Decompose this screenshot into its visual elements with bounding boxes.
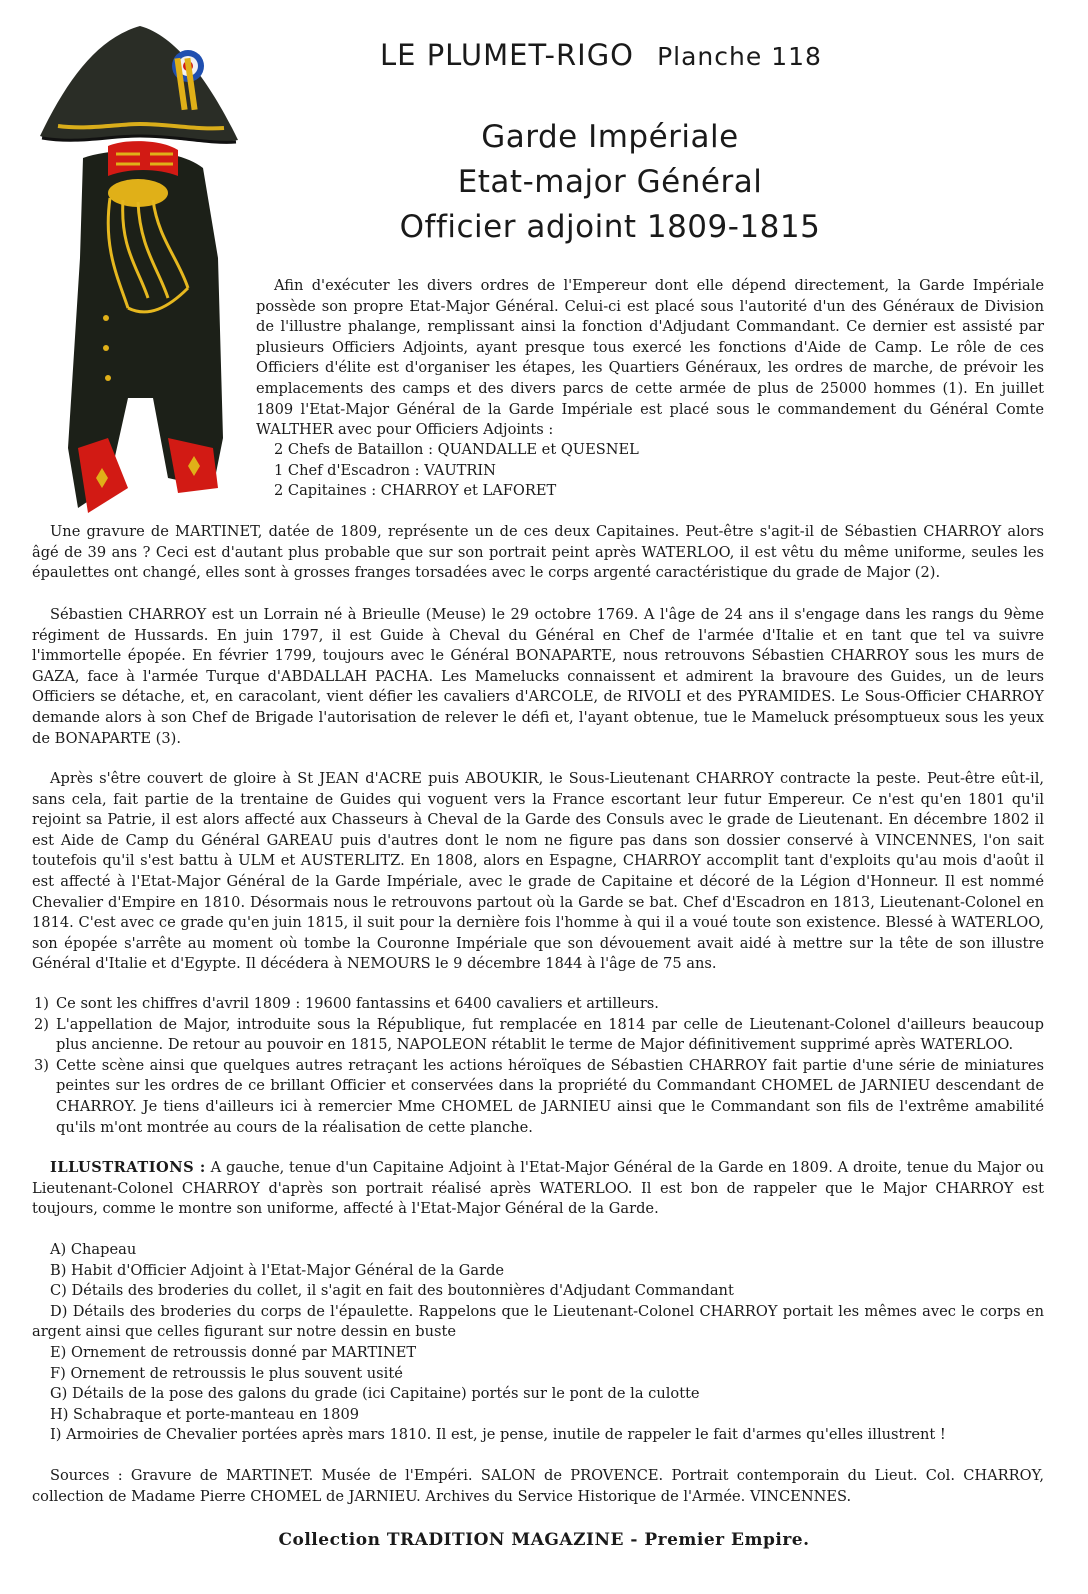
paragraph-martinet: Une gravure de MARTINET, datée de 1809, représente un de ces deux Capitaines. Peut-être s'agit-il de Sébastien CHARROY alors âgé de 39 ans ? Ceci est d'autant plus probable que sur son portrait peint après WATERLOO, il est vêtu du même uniforme, seules les épaulettes ont changé, elles sont à grosses franges torsadées avec le corps argenté caractéristique du grade de Major (2). [32,523,1044,582]
footnote-text: L'appellation de Major, introduite sous la République, fut remplacée en 1814 par celle de Lieutenant-Colonel d'ailleurs beaucoup plus ancienne. De retour au pouvoir en 1815, NAPOLEON rétablit le terme de Major définitivement supprimé après WATERLOO. [56,1015,1044,1054]
footnote-number: 1) [34,995,49,1012]
series-title: LE PLUMET-RIGO [380,38,634,72]
legend-item: B) Habit d'Officier Adjoint à l'Etat-Major Général de la Garde [50,1261,505,1279]
illustrations-text: A gauche, tenue d'un Capitaine Adjoint à l'Etat-Major Général de la Garde en 1809. A droite, tenue du Major ou Lieutenant-Colonel CHARROY d'après son portrait réalisé après WATERLOO. Il est bon de rappeler que le Major CHARROY est toujours, comme le montre son uniforme, affecté à l'Etat-Major Général de la Garde. [32,1159,1045,1218]
legend-item: I) Armoiries de Chevalier portées après mars 1810. Il est, je pense, inutile de rappeler le fait d'armes qu'elles illustrent ! [50,1426,946,1444]
legend-item: G) Détails de la pose des galons du grade (ici Capitaine) portés sur le pont de la culotte [50,1385,700,1403]
legend-item: D) Détails des broderies du corps de l'épaulette. Rappelons que le Lieutenant-Colonel CHARROY portait les mêmes avec le corps en argent ainsi que celles figurant sur notre dessin en buste [32,1302,1044,1341]
footnote-text: Ce sont les chiffres d'avril 1809 : 19600 fantassins et 6400 cavaliers et artilleurs. [56,995,659,1012]
legend-item: A) Chapeau [50,1241,137,1258]
footnote-number: 2) [34,1015,49,1033]
legend-item: E) Ornement de retroussis donné par MARTINET [50,1343,417,1361]
intro-paragraph: Afin d'exécuter les divers ordres de l'Empereur dont elle dépend directement, la Garde Impériale possède son propre Etat-Major Général. Celui-ci est placé sous l'autorité d'un des Généraux de Division de l'illustre phalange, remplissant ainsi la fonction d'Adjudant Commandant. Ce dernier est assisté par plusieurs Officiers Adjoints, ayant presque tous exercé les fonctions d'Aide de Camp. Le rôle de ces Officiers d'élite est d'organiser les étapes, les Quartiers Généraux, les ordres de marche, de prévoir les emplacements des camps et des divers parcs de cette armée de plus de 25000 hommes (1). En juillet 1809 l'Etat-Major Général de la Garde Impériale est placé sous le commandement du Général Comte WALTHER avec pour Officiers Adjoints : [256,277,1044,439]
list-item: 2 Chefs de Bataillon : QUANDALLE et QUESNEL [274,441,639,458]
plate-number: Planche 118 [657,42,822,71]
legend-item: F) Ornement de retroussis le plus souvent usité [50,1364,403,1382]
title-line-2: Etat-major Général [457,164,763,200]
legend-item: H) Schabraque et porte-manteau en 1809 [50,1405,360,1423]
footnote [32,1056,1044,1138]
plate-title [330,115,890,250]
list-item: 1 Chef d'Escadron : VAUTRIN [274,461,496,479]
footnote [32,994,1044,1015]
footnote [32,1015,1044,1056]
legend-list [32,1240,1044,1446]
paragraph-career: Après s'être couvert de gloire à St JEAN d'ACRE puis ABOUKIR, le Sous-Lieutenant CHARROY contracte la peste. Peut-être eût-il, sans cela, fait partie de la trentaine de Guides qui voguent vers la France escortant leur futur Empereur. Ce n'est qu'en 1801 qu'il rejoint sa Patrie, il est alors affecté aux Chasseurs à Cheval de la Garde des Consuls avec le grade de Lieutenant. En décembre 1802 il est Aide de Camp du Général GAREAU puis d'autres dont le nom ne figure pas dans son dossier conservé à VINCENNES, l'on sait toutefois qu'il s'est battu à ULM et AUSTERLITZ. En 1808, alors en Espagne, CHARROY accomplit tant d'exploits qu'au mois d'août il est affecté à l'Etat-Major Général de la Garde Impériale, avec le grade de Capitaine et décoré de la Légion d'Honneur. Il est nommé Chevalier d'Empire en 1810. Désormais nous le retrouvons partout où la Garde se bat. Chef d'Escadron en 1813, Lieutenant-Colonel en 1814. C'est avec ce grade qu'en juin 1815, il suit pour la dernière fois l'homme à qui il a voué toute son existence. Blessé à WATERLOO, son épopée s'arrête au moment où tombe la Couronne Impériale que son dévouement avait aidé à mettre sur la tête de son illustre Général d'Italie et d'Egypte. Il décédera à NEMOURS le 9 décembre 1844 à l'âge de 75 ans. [32,770,1044,973]
sources-paragraph: Sources : Gravure de MARTINET. Musée de l'Empéri. SALON de PROVENCE. Portrait contemporain du Lieut. Col. CHARROY, collection de Madame Pierre CHOMEL de JARNIEU. Archives du Service Historique de l'Armée. VINCENNES. [32,1467,1044,1505]
officer-list [256,440,956,502]
footnote-number: 3) [34,1056,49,1074]
title-line-1: Garde Impériale [481,119,739,155]
illustrations-label: ILLUSTRATIONS : [50,1159,206,1176]
footnote-text: Cette scène ainsi que quelques autres retraçant les actions héroïques de Sébastien CHARROY fait partie d'une série de miniatures peintes sur les ordres de ce brillant Officier et conservées dans la propriété du Commandant CHOMEL de JARNIEU descendant de CHARROY. Je tiens d'ailleurs ici à remercier Mme CHOMEL de JARNIEU ainsi que le Commandant son fils de l'extrême amabilité qu'ils m'ont montrée au cours de la réalisation de cette planche. [56,1056,1044,1136]
footnotes [32,994,1044,1138]
plate-header [380,38,1060,72]
legend-item: C) Détails des broderies du collet, il s'agit en fait des boutonnières d'Adjudant Commandant [50,1282,734,1300]
uniform-illustration [28,18,243,518]
list-item: 2 Capitaines : CHARROY et LAFORET [274,482,557,500]
bicorne-hat-icon [40,26,238,142]
paragraph-biography: Sébastien CHARROY est un Lorrain né à Brieulle (Meuse) le 29 octobre 1769. A l'âge de 24 ans il s'engage dans les rangs du 9ème régiment de Hussards. En juin 1797, il est Guide à Cheval du Général en Chef de l'armée d'Italie et en tant que tel va suivre l'immortelle épopée. En février 1799, toujours avec le Général BONAPARTE, nous retrouvons Sébastien CHARROY sous les murs de GAZA, face à l'armée Turque d'ABDALLAH PACHA. Les Mamelucks connaissent et admirent la bravoure des Guides, un de leurs Officiers se détache, et, en caracolant, vient défier les cavaliers d'ARCOLE, de RIVOLI et des PYRAMIDES. Le Sous-Officier CHARROY demande alors à son Chef de Brigade l'autorisation de relever le défi et, l'ayant obtenue, tue le Mameluck présomptueux sous les yeux de BONAPARTE (3). [32,606,1044,747]
officer-coat-icon [68,141,223,513]
illustrations-paragraph [32,1158,1044,1220]
title-line-3: Officier adjoint 1809-1815 [399,209,821,245]
collection-footer: Collection TRADITION MAGAZINE - Premier Empire. [278,1530,810,1550]
